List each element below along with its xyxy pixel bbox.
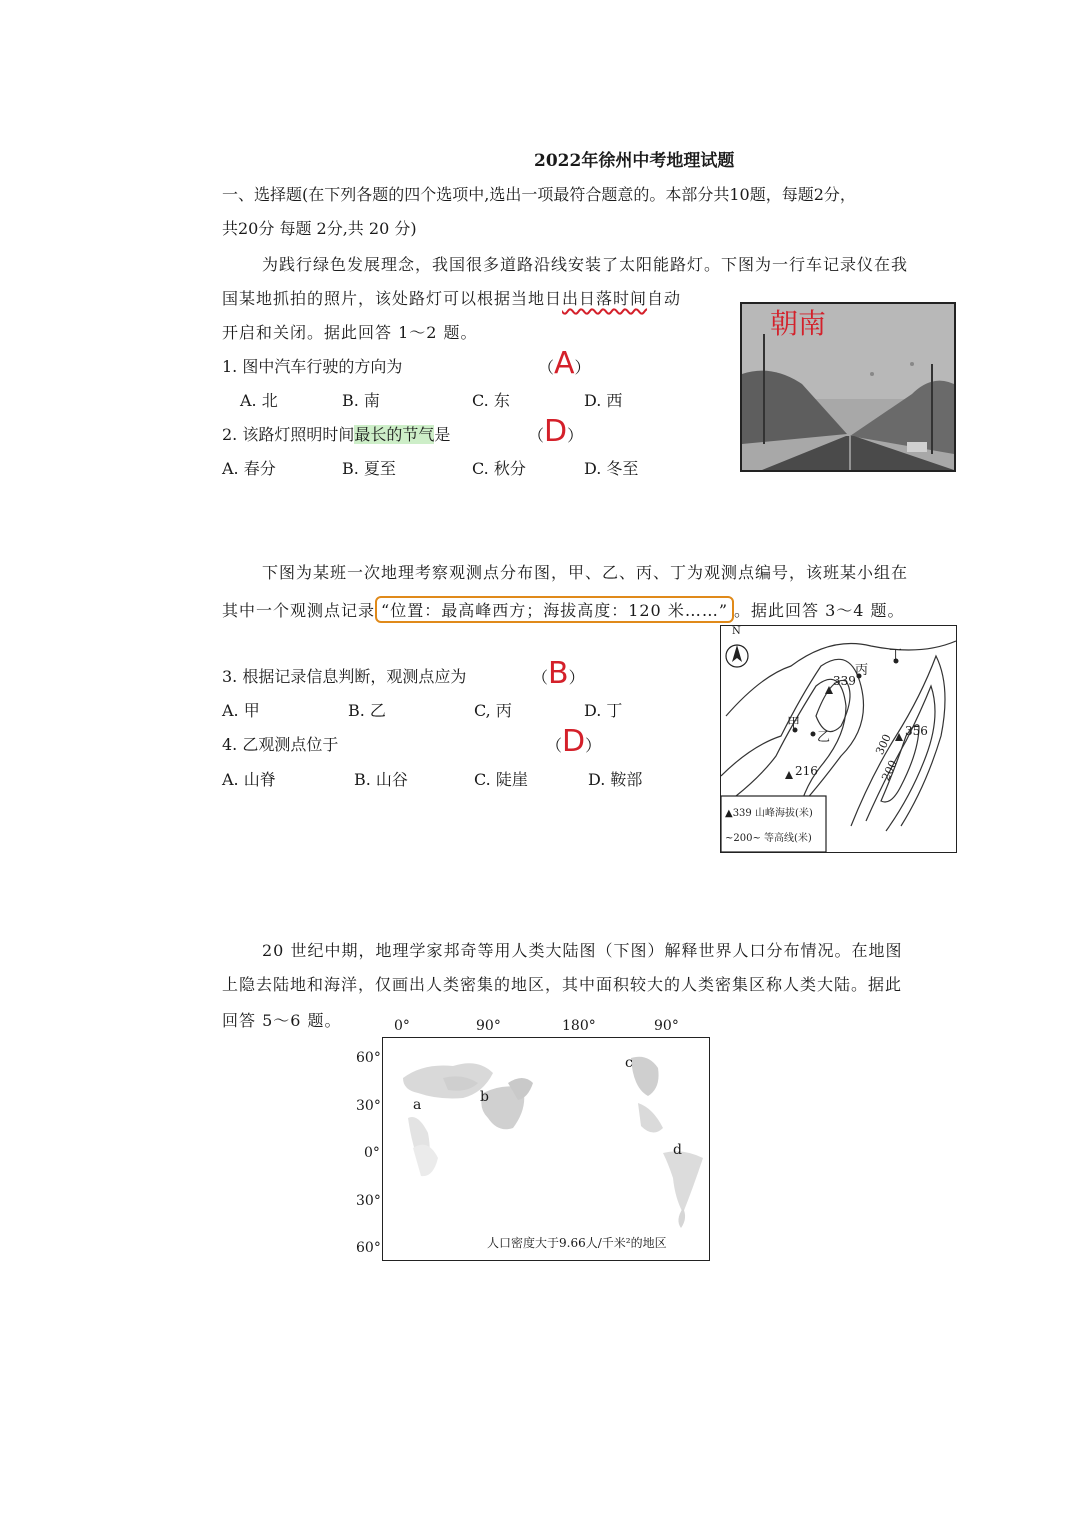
q4-paren-close: ） — [585, 736, 602, 755]
q3-option-b[interactable]: B. 乙 — [348, 701, 386, 720]
q3-option-c[interactable]: C, 丙 — [474, 701, 512, 720]
q4-option-a[interactable]: A. 山脊 — [222, 770, 276, 789]
map-caption: 人口密度大于9.66人/千米²的地区 — [487, 1236, 667, 1250]
passage2-line2 — [222, 596, 905, 623]
passage1-line1: 为践行绿色发展理念，我国很多道路沿线安装了太阳能路灯。下图为一行车记录仪在我 — [262, 255, 909, 274]
contour-map — [720, 625, 957, 853]
lon-label-180: 180° — [562, 1018, 596, 1034]
q1-paren-open: （ — [538, 358, 555, 377]
peak-339: 339 — [833, 674, 856, 688]
point-jia: 甲 — [787, 716, 801, 731]
q1-option-a[interactable]: A. 北 — [240, 391, 278, 410]
legend-peak: ▲339 山峰海拔(米) — [725, 808, 813, 819]
section-heading-line1: 一、选择题(在下列各题的四个选项中,选出一项最符合题意的。本部分共10题，每题2分， — [222, 185, 856, 204]
north-label: N — [732, 626, 741, 637]
q2-option-b[interactable]: B. 夏至 — [342, 459, 396, 478]
region-d: d — [673, 1142, 682, 1158]
lon-label-0: 0° — [394, 1018, 410, 1034]
peak-356: 356 — [905, 724, 928, 738]
lat-label-0: 0° — [364, 1145, 380, 1161]
passage3-line3: 回答 5～6 题。 — [222, 1011, 342, 1030]
q1-stem: 1. 图中汽车行驶的方向为 — [222, 357, 403, 376]
q2-stem — [222, 422, 450, 445]
q1-option-c[interactable]: C. 东 — [472, 391, 510, 410]
q4-stem: 4. 乙观测点位于 — [222, 735, 339, 754]
world-population-map — [382, 1037, 710, 1261]
passage2-line2-after: 。据此回答 3～4 题。 — [734, 601, 905, 620]
q3-stem: 3. 根据记录信息判断，观测点应为 — [222, 667, 467, 686]
passage2-line2-before: 其中一个观测点记录 — [222, 601, 376, 620]
q4-handwritten-answer: D — [562, 724, 586, 759]
q3-paren-close: ） — [568, 668, 585, 687]
q2-paren-open: （ — [528, 426, 545, 445]
photo-annotation: 朝南 — [770, 307, 827, 340]
q1-paren-close: ） — [574, 358, 591, 377]
world-map-drawing — [383, 1038, 709, 1260]
lat-label-30s: 30° — [356, 1193, 381, 1209]
q3-answer — [532, 656, 585, 691]
q4-option-d[interactable]: D. 鞍部 — [588, 770, 643, 789]
passage1-underlined-phrase: 出日落时间 — [562, 289, 648, 308]
lat-label-60s: 60° — [356, 1240, 381, 1256]
lat-label-30n: 30° — [356, 1098, 381, 1114]
contour-300: 300 — [873, 732, 894, 757]
passage3-line1: 20 世纪中期，地理学家邦奇等用人类大陆图（下图）解释世界人口分布情况。在地图 — [262, 941, 903, 960]
passage1-line2 — [222, 286, 681, 309]
passage2-quoted-record: “位置：最高峰西方；海拔高度：120 米……” — [375, 596, 734, 623]
peak-216: 216 — [795, 764, 818, 778]
q2-answer — [528, 414, 583, 449]
q1-answer — [538, 346, 591, 381]
q2-handwritten-answer: D — [544, 414, 568, 449]
point-ding: 丁 — [889, 648, 903, 663]
q2-paren-close: ） — [567, 426, 584, 445]
road-photo — [740, 302, 956, 472]
q2-stem-before: 2. 该路灯照明时间 — [222, 425, 355, 444]
lat-label-60n: 60° — [356, 1050, 381, 1066]
passage1-line2-before: 国某地抓拍的照片，该处路灯可以根据当地日 — [222, 289, 563, 308]
q4-paren-open: （ — [546, 736, 563, 755]
point-bing: 丙 — [855, 663, 869, 678]
q1-option-b[interactable]: B. 南 — [342, 391, 380, 410]
q4-answer — [546, 724, 601, 759]
contour-200: 200 — [879, 758, 900, 783]
q3-option-d[interactable]: D. 丁 — [584, 701, 623, 720]
q1-handwritten-answer: A — [554, 346, 575, 381]
q1-option-d[interactable]: D. 西 — [584, 391, 623, 410]
legend-contour: ~200~ 等高线(米) — [725, 833, 812, 844]
q2-stem-highlight: 最长的节气 — [354, 425, 435, 444]
q4-option-c[interactable]: C. 陡崖 — [474, 770, 528, 789]
q2-option-c[interactable]: C. 秋分 — [472, 459, 526, 478]
q4-option-b[interactable]: B. 山谷 — [354, 770, 408, 789]
section-heading-line2: 共20分 每题 2分,共 20 分) — [222, 219, 417, 238]
lon-label-90w: 90° — [654, 1018, 679, 1034]
q3-paren-open: （ — [532, 668, 549, 687]
region-b: b — [480, 1089, 489, 1105]
region-c: c — [625, 1055, 633, 1071]
lon-label-90e: 90° — [476, 1018, 501, 1034]
passage1-line2-after: 自动 — [647, 289, 682, 308]
region-a: a — [413, 1097, 422, 1113]
passage1-line3: 开启和关闭。据此回答 1～2 题。 — [222, 323, 478, 342]
q2-option-a[interactable]: A. 春分 — [222, 459, 276, 478]
point-yi: 乙 — [817, 730, 831, 745]
passage2-line1: 下图为某班一次地理考察观测点分布图，甲、乙、丙、丁为观测点编号，该班某小组在 — [262, 563, 909, 582]
q3-handwritten-answer: B — [548, 656, 569, 691]
q3-option-a[interactable]: A. 甲 — [222, 701, 260, 720]
passage3-line2: 上隐去陆地和海洋，仅画出人类密集的地区，其中面积较大的人类密集区称人类大陆。据此 — [222, 975, 903, 994]
page-title: 2022年徐州中考地理试题 — [534, 151, 735, 171]
q2-stem-after: 是 — [434, 425, 451, 444]
q2-option-d[interactable]: D. 冬至 — [584, 459, 639, 478]
